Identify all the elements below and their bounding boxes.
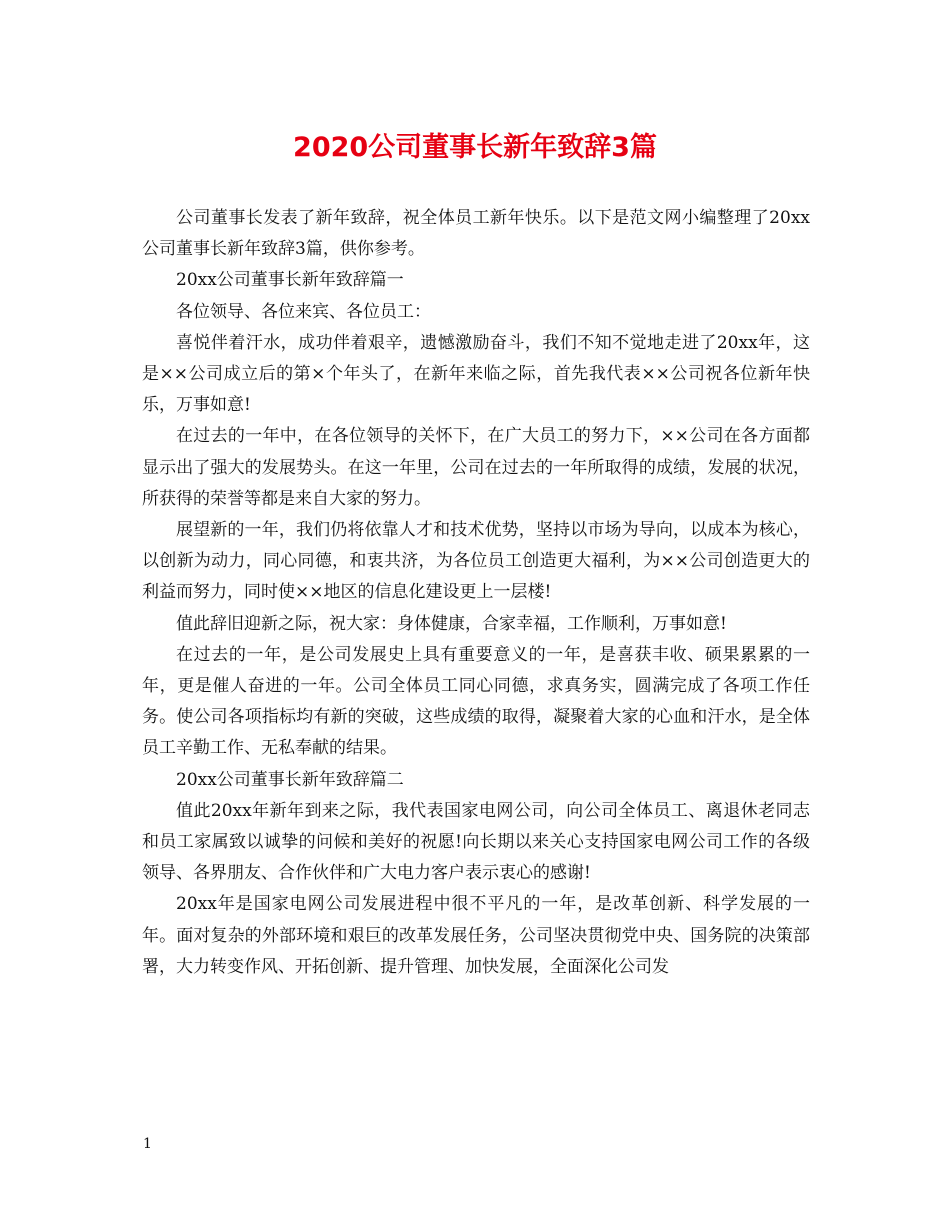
paragraph-intro: 公司董事长发表了新年致辞，祝全体员工新年快乐。以下是范文网小编整理了20xx公司董事长新年致辞3篇，供你参考。 <box>142 208 810 260</box>
paragraph-body: 值此20xx年新年到来之际，我代表国家电网公司，向公司全体员工、离退休老同志和员工家属致以诚挚的问候和美好的祝愿!向长期以来关心支持国家电网公司工作的各级领导、各界朋友、合作伙伴和广大电力客户表示衷心的感谢! <box>142 800 810 884</box>
paragraph-salutation: 各位领导、各位来宾、各位员工： <box>176 301 431 322</box>
paragraph-body: 喜悦伴着汗水，成功伴着艰辛，遗憾激励奋斗，我们不知不觉地走进了20xx年，这是××公司成立后的第×个年头了，在新年来临之际，首先我代表××公司祝各位新年快乐，万事如意! <box>142 332 810 416</box>
paragraph-body: 20xx年是国家电网公司发展进程中很不平凡的一年，是改革创新、科学发展的一年。面对复杂的外部环境和艰巨的改革发展任务，公司坚决贯彻党中央、国务院的决策部署，大力转变作风、开拓创新、提升管理、加快发展，全面深化公司发 <box>142 894 810 977</box>
document-body <box>142 203 810 983</box>
paragraph-body: 在过去的一年，是公司发展史上具有重要意义的一年，是喜获丰收、硕果累累的一年，更是催人奋进的一年。公司全体员工同心同德，求真务实，圆满完成了各项工作任务。使公司各项指标均有新的突破，这些成绩的取得，凝聚着大家的心血和汗水，是全体员工辛勤工作、无私奉献的结果。 <box>142 644 810 759</box>
paragraph-body: 展望新的一年，我们仍将依靠人才和技术优势，坚持以市场为导向，以成本为核心，以创新为动力，同心同德，和衷共济，为各位员工创造更大福利，为××公司创造更大的利益而努力，同时使××地区的信息化建设更上一层楼! <box>142 520 810 603</box>
paragraph-body: 值此辞旧迎新之际，祝大家：身体健康，合家幸福，工作顺利，万事如意! <box>176 613 727 634</box>
page-number: 1 <box>143 1136 152 1152</box>
document-title: 2020公司董事长新年致辞3篇 <box>293 132 657 163</box>
section-heading-one: 20xx公司董事长新年致辞篇一 <box>176 270 404 291</box>
paragraph-body: 在过去的一年中，在各位领导的关怀下，在广大员工的努力下，××公司在各方面都显示出了强大的发展势头。在这一年里，公司在过去的一年所取得的成绩，发展的状况，所获得的荣誉等都是来自大家的努力。 <box>142 426 810 509</box>
section-heading-two: 20xx公司董事长新年致辞篇二 <box>176 769 404 790</box>
